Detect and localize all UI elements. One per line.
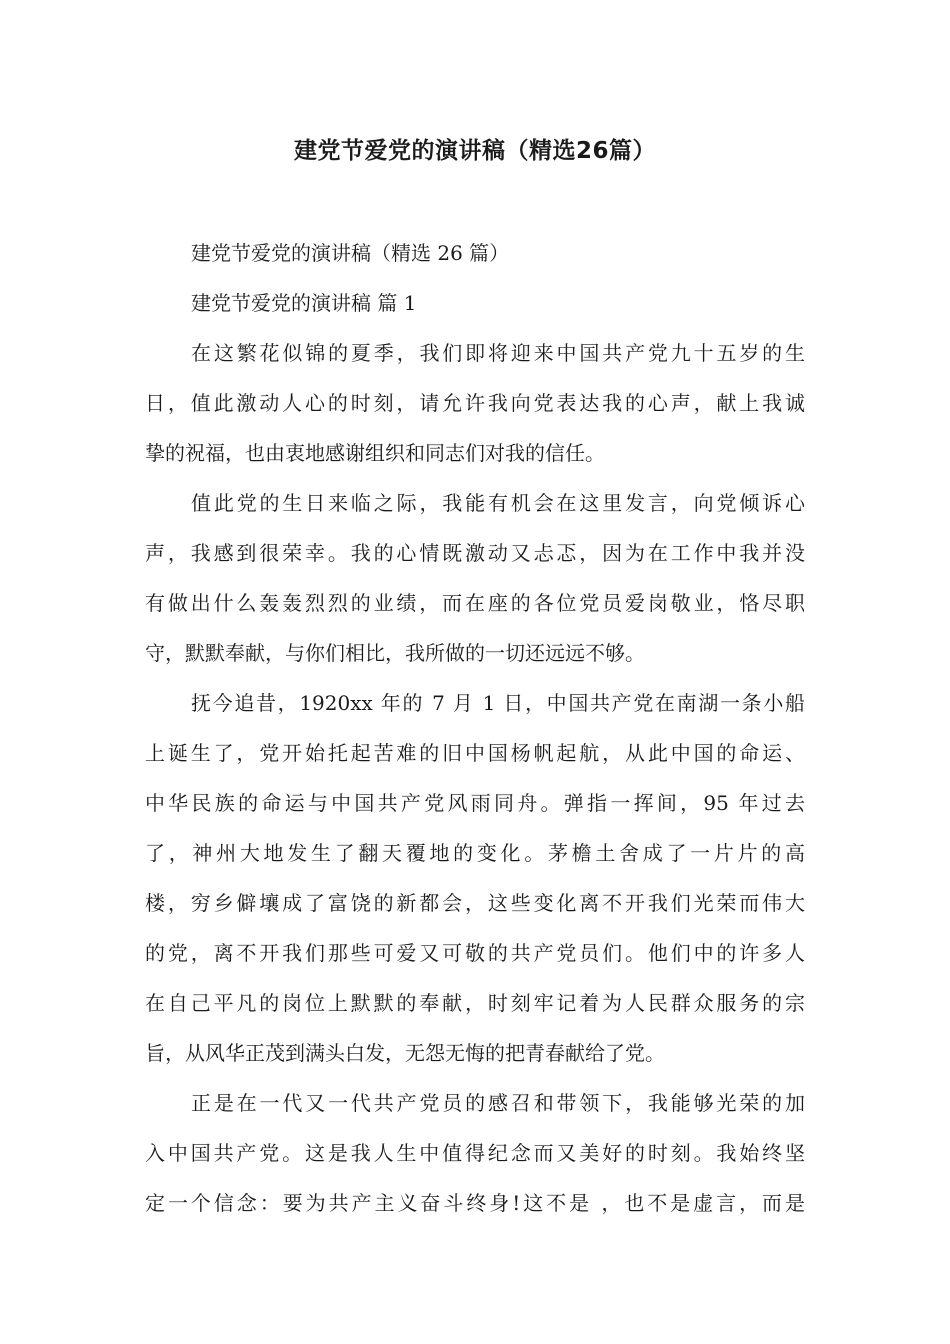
paragraph-line: 楼，穷乡僻壤成了富饶的新都会，这些变化离不开我们光荣而伟大 — [145, 891, 805, 915]
paragraph-line: 旨，从风华正茂到满头白发，无怨无悔的把青春献给了党。 — [145, 1041, 665, 1065]
paragraph-line: 有做出什么轰轰烈烈的业绩，而在座的各位党员爱岗敬业，恪尽职 — [145, 591, 805, 615]
paragraph — [145, 478, 805, 678]
paragraph-line: 日，值此激动人心的时刻，请允许我向党表达我的心声，献上我诚 — [145, 391, 805, 415]
paragraph-line: 在自己平凡的岗位上默默的奉献，时刻牢记着为人民群众服务的宗 — [145, 991, 805, 1015]
paragraph-line: 中华民族的命运与中国共产党风雨同舟。弹指一挥间，95 年过去 — [145, 791, 805, 815]
paragraph-line: 挚的祝福，也由衷地感谢组织和同志们对我的信任。 — [145, 441, 605, 465]
paragraph — [145, 678, 805, 1078]
document-body — [145, 228, 805, 1228]
document-title: 建党节爱党的演讲稿（精选26篇） — [293, 138, 656, 164]
section-heading: 建党节爱党的演讲稿 篇 1 — [191, 291, 417, 315]
document-subtitle: 建党节爱党的演讲稿（精选 26 篇） — [191, 241, 510, 265]
paragraph-line: 上诞生了，党开始托起苦难的旧中国杨帆起航，从此中国的命运、 — [145, 741, 805, 765]
paragraph-line: 抚今追昔，1920xx 年的 7 月 1 日，中国共产党在南湖一条小船 — [191, 691, 805, 715]
paragraph-line: 定一个信念：要为共产主义奋斗终身!这不是 ，也不是虚言，而是 — [145, 1191, 805, 1215]
paragraph-line: 值此党的生日来临之际，我能有机会在这里发言，向党倾诉心 — [191, 491, 805, 515]
paragraph — [145, 328, 805, 478]
paragraph-line: 入中国共产党。这是我人生中值得纪念而又美好的时刻。我始终坚 — [145, 1141, 805, 1165]
paragraph-line: 的党，离不开我们那些可爱又可敬的共产党员们。他们中的许多人 — [145, 941, 805, 965]
paragraph-line: 守，默默奉献，与你们相比，我所做的一切还远远不够。 — [145, 641, 645, 665]
paragraph-line: 声，我感到很荣幸。我的心情既激动又忐忑，因为在工作中我并没 — [145, 541, 805, 565]
paragraph-line: 了，神州大地发生了翻天覆地的变化。茅檐土舍成了一片片的高 — [145, 841, 805, 865]
paragraph-line: 在这繁花似锦的夏季，我们即将迎来中国共产党九十五岁的生 — [191, 341, 805, 365]
paragraph-line: 正是在一代又一代共产党员的感召和带领下，我能够光荣的加 — [191, 1091, 805, 1115]
paragraph — [145, 1078, 805, 1228]
